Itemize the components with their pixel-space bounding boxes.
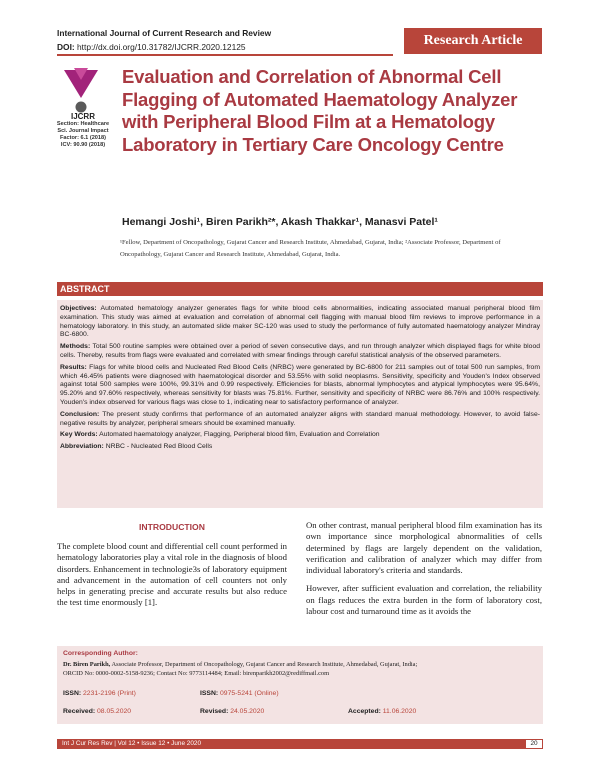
issn-online: ISSN: 0975-5241 (Online)	[200, 690, 279, 697]
abstract-objectives: Objectives: Automated hematology analyzer generates flags for white blood cells abnormalities, indicating associated manual peripheral blood film examination. This study was aimed at evaluation and correlation of abnormal cell flagging with manual blood film reviews to improve performance in a hematology laboratory. In this study, an automated slide maker SC-120 was used to study the performance of fully automated haematology analyzer Mindray BC-6800.	[60, 305, 541, 339]
paragraph: The complete blood count and differential cell count performed in hematology laboratories play a vital role in the diagnosis of blood disorders. Enhancement in technologie3s of laboratory equipment and advancement in the automation of cell counters not only helps in generating precise and accurate results but also reduce the test time enormously [1].	[57, 541, 287, 608]
author-list: Hemangi Joshi¹, Biren Parikh²*, Akash Thakkar¹, Manasvi Patel¹	[122, 216, 438, 228]
corresponding-author-heading: Corresponding Author:	[63, 650, 138, 657]
logo-name: IJCRR	[70, 112, 95, 121]
footer-citation: Int J Cur Res Rev | Vol 12 • Issue 12 • June 2020	[62, 740, 201, 747]
logo-index: Sci. Journal Impact	[57, 128, 109, 134]
page-number: 20	[525, 739, 543, 749]
abstract-conclusion: Conclusion: The present study confirms that performance of an automated analyzer aligns with standard manual methodology. However, to avoid false-negative results by analyzer, peripheral smears should be examined manually.	[60, 410, 540, 427]
accepted-date: Accepted: 11.06.2020	[348, 708, 417, 715]
abstract-results: Results: Flags for white blood cells and Nucleated Red Blood Cells (NRBC) were generated by BC-6800 for 211 samples out of total 500 run samples, from which 46.45% patients were diagnosed with haematological disorder and 53.55% with solid neoplasms. Sensitivity, specificity and Youden's Index observed against total 500 samples were 100%, 99.31% and 0.99 respectively. Efficiencies for blasts, abnormal lymphocytes and atypical lymphocytes were 95.64%, 95.20% and 97.60% respectively, whereas sensitivity for blasts was 75.81%. Further, sensitivity and specificity of NRBC were 86.76% and 100% respectively. Youden's index observed for various flags was close to 1, indicating near to satisfactory performance of analyzer.	[60, 363, 540, 406]
paragraph: However, after sufficient evaluation and correlation, the reliability on flags reduces the extra burden in the form of laboratory cost, labour cost and turnaround time as it avoids the	[306, 583, 542, 617]
journal-logo-icon	[58, 64, 104, 116]
revised-date: Revised: 24.05.2020	[200, 708, 265, 715]
journal-doi	[57, 42, 246, 52]
header-rule	[57, 54, 393, 56]
doi-link[interactable]: http://dx.doi.org/10.31782/IJCRR.2020.12125	[77, 42, 246, 52]
research-article-badge: Research Article	[404, 28, 542, 54]
abstract-methods: Methods: Total 500 routine samples were obtained over a period of seven consecutive days, and run through analyzer which displayed flags for white blood cells. Thereby, results from flags were evaluated and correlated with smear findings through careful statistical analysis of the observed parameters.	[60, 343, 541, 359]
paragraph: On other contrast, manual peripheral blood film examination has its own importance since morphological abnormalities of cells determined by flags are largely dependent on the validation, verification and calibration of analyzer which may differ from individual laboratory's criteria and standards.	[306, 520, 542, 576]
logo-caption	[55, 112, 111, 149]
abstract-keywords: Key Words: Automated haematology analyzer, Flagging, Peripheral blood film, Evaluation and Correlation	[60, 431, 380, 439]
introduction-right-column	[306, 520, 542, 624]
doi-label: DOI:	[57, 42, 75, 52]
footer-bar	[57, 739, 543, 749]
introduction-left-column	[57, 541, 287, 609]
logo-section: Section: Healthcare	[56, 121, 110, 127]
journal-name: International Journal of Current Research and Review	[57, 28, 272, 38]
introduction-heading: INTRODUCTION	[139, 522, 205, 532]
issn-print: ISSN: 2231-2196 (Print)	[63, 690, 136, 697]
received-date: Received: 08.05.2020	[63, 708, 132, 715]
logo-factor: Factor: 6.1 (2018)	[59, 135, 106, 141]
corresponding-author-contact: ORCID No: 0000-0002-5158-9236; Contact No: 9773114484; Email: birenparikh2002@rediffmail.com	[63, 670, 330, 677]
corresponding-author-details: Dr. Biren Parikh, Associate Professor, Department of Oncopathology, Gujarat Cancer and Research Institute, Ahmedabad, Gujarat, India;	[63, 661, 418, 668]
abstract-heading: ABSTRACT	[57, 282, 543, 296]
abstract-body	[57, 300, 543, 508]
abstract-abbreviation: Abbreviation: NRBC - Nucleated Red Blood Cells	[60, 443, 213, 451]
logo-icv: ICV: 90.90 (2018)	[60, 142, 106, 148]
author-affiliation: ¹Fellow, Department of Oncopathology, Gujarat Cancer and Research Institute, Ahmedabad, Gujarat, India; ²Associate Professor, Department of Oncopathology, Gujarat Cancer and Research Institute, Ahmedabad, Gujarat, India.	[120, 239, 501, 258]
article-title: Evaluation and Correlation of Abnormal Cell Flagging of Automated Haematology Analyzer with Peripheral Blood Film at a Hematology Laboratory in Tertiary Care Oncology Centre	[122, 66, 518, 155]
